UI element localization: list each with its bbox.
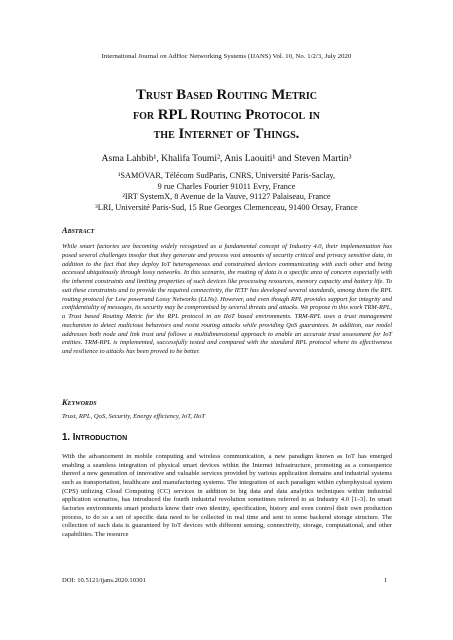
title-line-3: the Internet of Things. bbox=[153, 126, 300, 142]
journal-header: International Journal on AdHoc Networking Systems (IJANS) Vol. 10, No. 1/2/3, July 2020 bbox=[101, 53, 352, 60]
affiliation-line: 9 rue Charles Fourier 91011 Evry, France bbox=[157, 181, 296, 191]
affiliation-line: ¹SAMOVAR, Télécom SudParis, CNRS, Université Paris-Saclay, bbox=[117, 171, 336, 180]
introduction-text: With the advancement in mobile computing and wireless communication, a new paradigm known as IoT has emerged enabling a seamless integration of physical smart devices within the Internet infrastructure, promoting as a consequence thereof a new generation of innovative and valuable services provided by various application domains and industrial systems such as transportation, healthcare and manufacturing systems. The integration of such paradigm within cyberphysical system (CPS) utilizing Cloud Computing (CC) services in addition to big data and data analytics techniques within industrial application scenarios, has introduced the fourth industrial revolution sometimes referred to as Industry 4.0 [1–3]. In smart factories environments smart products know their own identity, specification, history and even control their own production process, to do so a set of specific data need to be collected in real time and sent to some backend storage structure. The collection of such data is guaranteed by IoT devices with different sensing, connectivity, storage, computational, and other capabilities. The resource bbox=[62, 453, 392, 538]
title-line-1: Trust Based Routing Metric bbox=[135, 87, 318, 103]
keywords-heading: Keywords bbox=[62, 398, 97, 407]
affiliations bbox=[0, 171, 453, 213]
page-number: 1 bbox=[384, 577, 388, 584]
abstract-heading: Abstract bbox=[62, 226, 95, 235]
introduction-heading: 1. Introduction bbox=[62, 432, 128, 443]
author-list: Asma Lahbib¹, Khalifa Toumi², Anis Laouiti¹ and Steven Martin³ bbox=[101, 153, 352, 164]
paper-title bbox=[0, 86, 453, 145]
keywords-text: Trust, RPL, QoS, Security, Energy efficiency, IoT, IIoT bbox=[62, 413, 206, 420]
title-line-2: for RPL Routing Protocol in bbox=[132, 106, 321, 123]
affiliation-line: ²IRT SystemX, 8 Avenue de la Vauve, 91127 Palaiseau, France bbox=[122, 192, 331, 202]
abstract-text: While smart factories are becoming widely recognized as a fundamental concept of Industry 4.0, their implementation has posed several challenges insofar that they generate and process vast amounts of security critical and privacy sensitive data, in addition to the fact that they deploy IoT heterogeneous and constrained devices communicating with each other and being accessed ubiquitously through lossy networks. In this scenario, the routing of data is a specific area of concern especially with the inherent constraints and limiting properties of such devices like processing resources, memory capacity and battery life. To suit these constraints and to provide the required connectivity, the IETF has developed several standards, among them the RPL routing protocol for Low powerand Lossy Networks (LLNs). However, and even though RPL provides support for integrity and confidentiality of messages, its security may be compromised by several threats and attacks. We propose in this work TRM-RPL, a Trust based Routing Metric for the RPL protocol in an IIoT based environments. TRM-RPL uses a trust management mechanism to detect malicious behaviors and resist routing attacks while providing QoS guarantees. In addition, our model addresses both node and link trust and follows a multidimensional approach to enable an accurate trust assessment for IoT entities. TRM-RPL is implemented, successfully tested and compared with the standard RPL protocol where its effectiveness and resilience to attacks has been proved to be better. bbox=[62, 243, 392, 355]
doi-footer: DOI: 10.5121/ijans.2020.10301 bbox=[62, 577, 146, 584]
affiliation-line: ³LRI, Université Paris-Sud, 15 Rue Georges Clemenceau, 91400 Orsay, France bbox=[95, 202, 358, 212]
